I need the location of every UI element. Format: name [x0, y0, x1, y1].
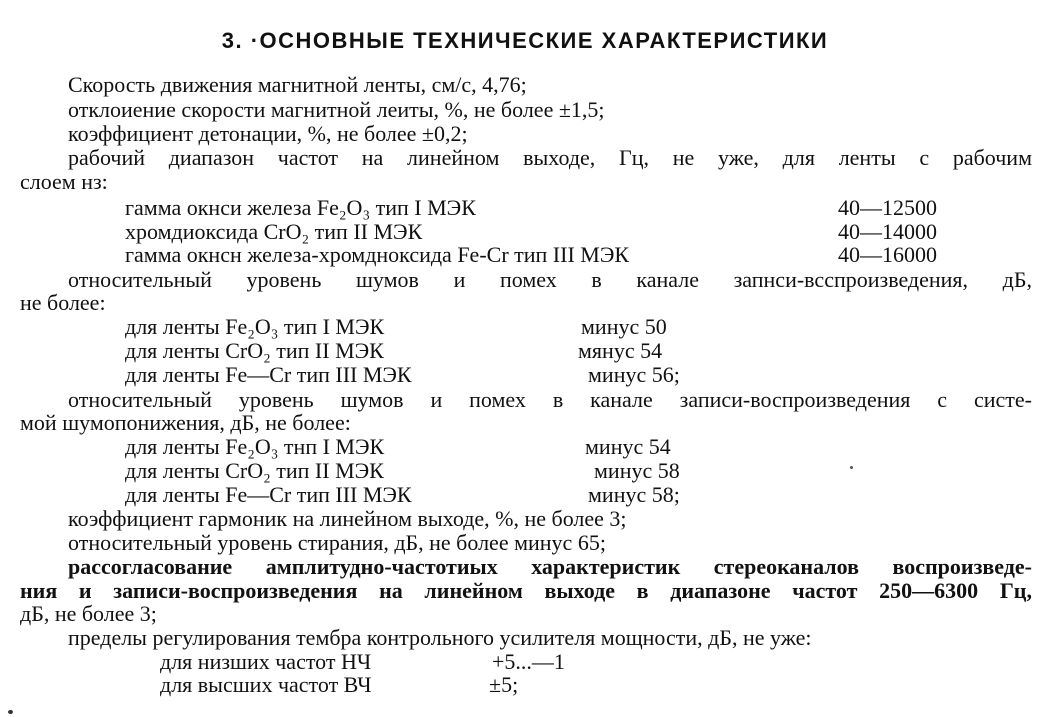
nr-value-cro2: минус 58	[594, 458, 680, 483]
section-title: 3. ·ОСНОВНЫЕ ТЕХНИЧЕСКИЕ ХАРАКТЕРИСТИКИ	[221, 28, 829, 53]
spec-speed-deviation: отклоиение скорости магнитной леиты, %, не более ±1,5;	[68, 97, 605, 122]
freq-item-fe2o3: гамма окнси железа Fe₂O₃ тип I МЭК	[125, 195, 476, 220]
noise-value-cro2: мянус 54	[578, 338, 663, 363]
spec-noise-reduction-cont: мой шумопонижения, дБ, не более:	[20, 410, 351, 435]
nr-item-fecr: для ленты Fe—Cr тип III МЭК	[125, 482, 412, 507]
spec-tape-speed: Скорость движения магнитной ленты, см/с, 4,76;	[68, 72, 527, 97]
spec-frequency-range-cont: слоем нз:	[20, 169, 108, 194]
freq-value-cro2: 40—14000	[838, 219, 937, 244]
tone-value-high: ±5;	[489, 672, 519, 697]
freq-value-fecr: 40—16000	[838, 242, 937, 267]
spec-harmonics: коэффициент гармоник на линейном выходе, %, не более 3;	[68, 506, 627, 531]
noise-value-fecr: минус 56;	[588, 362, 680, 387]
tone-item-high: для высших частот ВЧ	[160, 672, 372, 697]
freq-item-cro2: хромдиоксида CrO₂ тип II МЭК	[125, 219, 423, 244]
noise-item-cro2: для ленты CrO₂ тип II МЭК	[125, 338, 384, 363]
spec-noise-level: относительный уровень шумов и помех в канале запнси-всспроизведения, дБ,	[68, 267, 1032, 292]
stray-dot-mark	[850, 466, 853, 469]
nr-value-fe2o3: минус 54	[585, 434, 671, 459]
spec-noise-level-cont: не более:	[20, 290, 106, 315]
spec-mismatch-cont: ния и записи-воспроизведения на линейном выходе в диапазоне частот 250—6300 Гц,	[20, 578, 1032, 603]
spec-erasure: относительный уровень стирания, дБ, не более минус 65;	[68, 530, 606, 555]
tone-value-low: +5...—1	[492, 649, 565, 674]
spec-detonation: коэффициент детонации, %, не более ±0,2;	[68, 121, 468, 146]
spec-mismatch-end: дБ, не более 3;	[20, 601, 157, 626]
freq-value-fe2o3: 40—12500	[838, 195, 937, 220]
spec-frequency-range: рабочий диапазон частот на линейном выходе, Гц, не уже, для ленты с рабочим	[68, 145, 1032, 170]
noise-value-fe2o3: минус 50	[581, 314, 667, 339]
nr-value-fecr: минус 58;	[588, 482, 680, 507]
tone-item-low: для низших частот НЧ	[160, 649, 372, 674]
noise-item-fecr: для ленты Fe—Cr тип III МЭК	[125, 362, 412, 387]
spec-mismatch: рассогласование амплитудно-частотиых характеристик стереоканалов воспроизведе-	[68, 554, 1032, 579]
spec-tone-control: пределы регулирования тембра контрольного усилителя мощности, дБ, не уже:	[68, 625, 812, 650]
nr-item-cro2: для ленты CrO₂ тип II МЭК	[125, 458, 384, 483]
nr-item-fe2o3: для ленты Fe₂O₃ тнп I МЭК	[125, 434, 385, 459]
page-edge-mark	[8, 710, 13, 714]
freq-item-fecr: гамма окнсн железа-хромдноксида Fe-Cr тип III МЭК	[125, 242, 630, 267]
spec-noise-reduction: относительный уровень шумов и помех в канале записи-воспроизведения с систе-	[68, 387, 1032, 412]
noise-item-fe2o3: для ленты Fe₂O₃ тип I МЭК	[125, 314, 385, 339]
